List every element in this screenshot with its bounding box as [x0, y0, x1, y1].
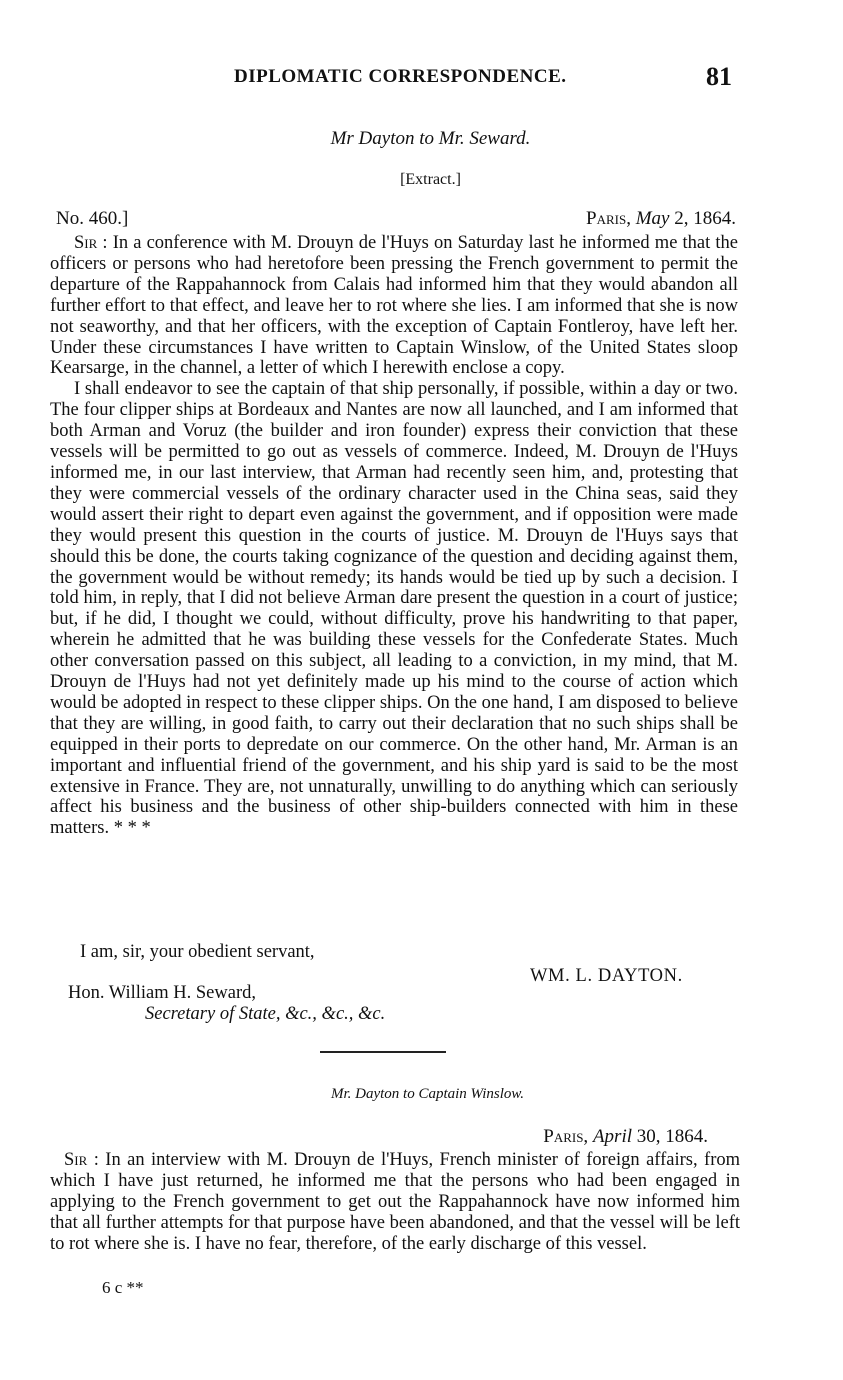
date-rest: 30, 1864.	[636, 1126, 708, 1147]
date-month: May	[635, 208, 670, 229]
letter-heading: Mr. Dayton to Captain Winslow.	[330, 1086, 525, 1102]
date-month: April	[592, 1126, 632, 1147]
signature: WM. L. DAYTON.	[530, 966, 683, 986]
extract-label: [Extract.]	[400, 171, 461, 188]
paragraph-text: In a conference with M. Drouyn de l'Huys on Saturday last he informed me that the officers or persons who had heretofore been pressing the French government to permit the departure of the Rappahannock from Calais had informed him that they would abandon all further effort to that effect, and leave her to rot where she lies. I am informed that she is now not seaworthy, and that her officers, with the exception of Captain Fontleroy, have left her. Under these circumstances I have written to Captain Winslow, of the United States sloop Kearsarge, in the channel, a letter of which I herewith enclose a copy.	[50, 233, 739, 379]
date-place: Paris,	[586, 208, 631, 229]
addressee-title: Secretary of State, &c., &c., &c.	[145, 1004, 386, 1024]
letter-date	[543, 1126, 708, 1148]
date-place: Paris,	[543, 1126, 589, 1147]
dispatch-number: No. 460.]	[56, 208, 129, 229]
printer-signature-mark: 6 c **	[102, 1278, 144, 1297]
letter-body	[50, 1150, 740, 1255]
closing-line: I am, sir, your obedient servant,	[80, 942, 315, 962]
letter-heading: Mr Dayton to Mr. Seward.	[330, 128, 531, 149]
paragraph: I shall endeavor to see the captain of that ship personally, if possible, within a day or two. The four clipper ships at Bordeaux and Nantes are now all launched, and I am informed that both Arman and Voruz (the builder and iron founder) express their conviction that these vessels will be permitted to go out as vessels of commerce. Indeed, M. Drouyn de l'Huys informed me, in our last interview, that Arman had recently seen him, and, protesting that they were commercial vessels of the ordinary character used in the China seas, said they would assert their right to depart even against the government, and if opposition were made they would present this question in the courts of justice. M. Drouyn de l'Huys says that should this be done, the courts taking cognizance of the question and deciding against them, the government would be without remedy; its hands would be tied up by such a decision. I told him, in reply, that I did not believe Arman dare present the question in a court of justice; but, if he did, I thought we could, without difficulty, prove his handwriting to that paper, wherein he admitted that he was building these vessels for the Confederate States. Much other conversation passed on this subject, all leading to a conviction, in my mind, that M. Drouyn de l'Huys had not yet definitely made up his mind to the course of action which would be adopted in respect to these clipper ships. On the one hand, I am disposed to believe that they are willing, in good faith, to carry out their declaration that no such ships shall be equipped in their ports to depredate on our commerce. On the other hand, Mr. Arman is an important and influential friend of the government, and his ship yard is said to be the most extensive in France. They are, not unnaturally, unwilling to do anything which can seriously affect his business and the business of other ship-builders connected with him in these matters. * * *	[50, 379, 738, 839]
running-title: DIPLOMATIC CORRESPONDENCE.	[234, 66, 567, 87]
letter-date	[586, 208, 736, 230]
addressee-name: Hon. William H. Seward,	[68, 983, 256, 1003]
section-divider	[320, 1051, 446, 1053]
salutation: Sir :	[64, 1150, 99, 1170]
date-rest: 2, 1864.	[674, 208, 736, 229]
paragraph-text: In an interview with M. Drouyn de l'Huys, French minister of foreign affairs, from which I have just returned, he informed me that the persons who had been engaged in applying to the French government to get out the Rappahannock have now informed him that all further attempts for that purpose have been abandoned, and that the vessel will be left to rot where she is. I have no fear, therefore, of the early discharge of this vessel.	[50, 1150, 741, 1254]
salutation: Sir :	[74, 233, 108, 253]
paragraph	[50, 233, 738, 379]
page-number: 81	[706, 62, 732, 91]
paragraph	[50, 1150, 740, 1255]
letter-body	[50, 233, 738, 839]
